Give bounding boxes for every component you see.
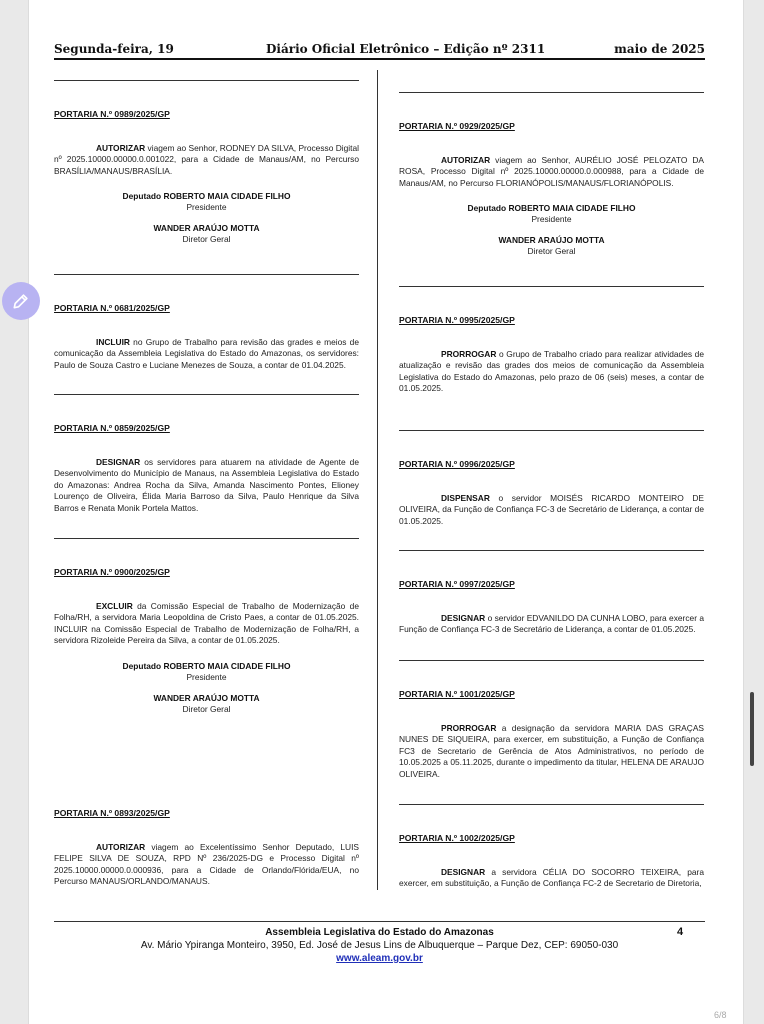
pencil-icon <box>11 291 31 311</box>
document-page <box>28 0 744 1024</box>
edit-annotate-button[interactable] <box>2 282 40 320</box>
action-verb: DESIGNAR <box>96 457 141 467</box>
page-indicator: 6/8 <box>714 1010 727 1020</box>
portaria-text: da Comissão Especial de Trabalho de Modernização de Folha/RH, a servidora Maria Leopoldina de Cristo Paes, a contar de 01.05.2025. INCLUIR na Comissão Especial de Trabalho de Modernização de Folha/RH, a servidora Rizoleide Pereira da Silva, a contar de 01.05.2025. <box>54 601 359 646</box>
portaria-title: PORTARIA N.º 0681/2025/GP <box>54 303 170 313</box>
portaria-section <box>54 274 359 371</box>
action-verb: DISPENSAR <box>441 493 490 503</box>
signer-role: Presidente <box>531 214 572 225</box>
header-date-left: Segunda-feira, 19 <box>54 42 174 56</box>
portaria-text: a servidora CÉLIA DO SOCORRO TEIXEIRA, para exercer, em substituição, a Função de Confiança FC-2 de Secretario de Diretoria, <box>399 867 704 889</box>
signer-role: Presidente <box>186 671 227 682</box>
signer-role: Diretor Geral <box>182 234 231 245</box>
portaria-section <box>54 538 359 715</box>
portaria-text: viagem ao Excelentíssimo Senhor Deputado, LUIS FELIPE SILVA DE SOUZA, RPD Nº 236/2025-DG e Processo Digital nº 2025.10000.00000.0.000936, para a Cidade de Orlando/Flórida/EUA, no Percurso MANAUS/ORLANDO/MANAUS. <box>54 842 359 887</box>
section-rule <box>399 286 704 287</box>
portaria-text: o servidor EDVANILDO DA CUNHA LOBO, para exercer a Função de Confiança FC-3 de Secretário de Liderança, a contar de 01.05.2025. <box>399 613 704 635</box>
portaria-title: PORTARIA N.º 0893/2025/GP <box>54 808 170 818</box>
footer-rule <box>54 921 705 922</box>
action-verb: AUTORIZAR <box>96 842 146 852</box>
portaria-section <box>54 80 359 245</box>
action-verb: DESIGNAR <box>441 867 486 877</box>
signer-name: WANDER ARAÚJO MOTTA <box>153 692 260 703</box>
portaria-title: PORTARIA N.º 0997/2025/GP <box>399 579 515 589</box>
portaria-title: PORTARIA N.º 0900/2025/GP <box>54 567 170 577</box>
footer-organization: Assembleia Legislativa do Estado do Amazonas <box>265 927 494 938</box>
signer-name: WANDER ARAÚJO MOTTA <box>498 235 605 246</box>
portaria-body <box>54 601 359 647</box>
footer-website-link[interactable]: www.aleam.gov.br <box>336 953 423 964</box>
portaria-section <box>399 804 704 890</box>
signer-role: Presidente <box>186 202 227 213</box>
portaria-body <box>399 493 704 527</box>
portaria-text: viagem ao Senhor, AURÉLIO JOSÉ PELOZATO DA ROSA, Processo Digital nº 2025.10000.00000.0.000988, para a Cidade de Manaus/AM, no Percurso FLORIANÓPOLIS/MANAUS/FLORIANÓPOLIS. <box>399 155 704 188</box>
header-date-right: maio de 2025 <box>614 42 705 56</box>
signer-role: Diretor Geral <box>182 703 231 714</box>
portaria-section <box>399 660 704 780</box>
column-divider <box>377 70 378 890</box>
page-number: 4 <box>677 926 684 938</box>
portaria-title: PORTARIA N.º 0859/2025/GP <box>54 423 170 433</box>
page-footer <box>54 926 705 965</box>
action-verb: PRORROGAR <box>441 723 497 733</box>
portaria-body <box>54 143 359 177</box>
section-rule <box>399 92 704 93</box>
signer-name: WANDER ARAÚJO MOTTA <box>153 223 260 234</box>
action-verb: AUTORIZAR <box>96 143 146 153</box>
portaria-text: a designação da servidora MARIA DAS GRAÇAS NUNES DE SIQUEIRA, para exercer, em substituição, a Função de Confiança FC3 de Secretario de Gerência de Atos Administrativos, no período de 10.05.2025 a 05.11.2025, durante o impedimento da titular, HELENA DE ARAUJO OLIVEIRA. <box>399 723 704 779</box>
portaria-text: no Grupo de Trabalho para revisão das grades e meios de comunicação da Assembleia Legislativa do Estado do Amazonas, os servidores: Paulo de Souza Castro e Luciane Menezes de Souza, a contar de 01.04.2025. <box>54 337 359 370</box>
action-verb: DESIGNAR <box>441 613 486 623</box>
footer-address: Av. Mário Ypiranga Monteiro, 3950, Ed. José de Jesus Lins de Albuquerque – Parque Dez, CEP: 69050-030 <box>140 940 619 951</box>
portaria-title: PORTARIA N.º 1001/2025/GP <box>399 689 515 699</box>
portaria-title: PORTARIA N.º 1002/2025/GP <box>399 833 515 843</box>
signer-name: Deputado ROBERTO MAIA CIDADE FILHO <box>122 191 291 202</box>
section-rule <box>54 394 359 395</box>
portaria-title: PORTARIA N.º 0995/2025/GP <box>399 315 515 325</box>
header-rule <box>54 58 705 60</box>
signature-block <box>54 693 359 715</box>
portaria-section <box>54 394 359 514</box>
portaria-body <box>54 457 359 514</box>
signature-block <box>399 203 704 225</box>
section-rule <box>399 550 704 551</box>
signer-role: Diretor Geral <box>527 246 576 257</box>
portaria-body <box>399 723 704 780</box>
portaria-section <box>399 430 704 527</box>
section-rule <box>54 538 359 539</box>
portaria-body <box>399 613 704 636</box>
portaria-section <box>399 550 704 636</box>
section-rule <box>54 80 359 81</box>
signer-name: Deputado ROBERTO MAIA CIDADE FILHO <box>467 203 636 214</box>
portaria-text: o Grupo de Trabalho criado para realizar atividades de atualização e revisão das grades dos meios de comunicação da Assembleia Legislativa do Estado do Amazonas, pelo prazo de 06 (seis) meses, a contar de 01.05.2025. <box>399 349 704 394</box>
portaria-title: PORTARIA N.º 0929/2025/GP <box>399 121 515 131</box>
signature-block <box>54 661 359 683</box>
vertical-scrollbar[interactable] <box>750 692 754 766</box>
section-rule <box>54 274 359 275</box>
portaria-title: PORTARIA N.º 0989/2025/GP <box>54 109 170 119</box>
header-edition: Diário Oficial Eletrônico – Edição nº 2311 <box>266 42 546 56</box>
signature-block <box>399 235 704 257</box>
signature-block <box>54 191 359 213</box>
portaria-title: PORTARIA N.º 0996/2025/GP <box>399 459 515 469</box>
section-rule <box>399 660 704 661</box>
portaria-body <box>54 337 359 371</box>
portaria-section <box>54 780 359 888</box>
portaria-body <box>399 867 704 890</box>
action-verb: AUTORIZAR <box>441 155 491 165</box>
portaria-section <box>399 286 704 395</box>
portaria-body <box>399 349 704 395</box>
action-verb: INCLUIR <box>96 337 130 347</box>
section-rule <box>399 804 704 805</box>
portaria-body <box>54 842 359 888</box>
action-verb: EXCLUIR <box>96 601 133 611</box>
portaria-text: viagem ao Senhor, RODNEY DA SILVA, Processo Digital nº 2025.10000.00000.0.001022, para a Cidade de Manaus/AM, no Percurso BRASÍLIA/MANAUS/BRASÍLIA. <box>54 143 359 176</box>
portaria-text: os servidores para atuarem na atividade de Agente de Desenvolvimento do Município de Manaus, na Assembleia Legislativa do Estado do Amazonas: Andrea Rocha da Silva, Amanda Nascimento Pontes, Elioney Lourenço de Oliveira, Élida Maria Barroso da Silva, Paulo Henrique da Silva Barros e Renata Monik Portela Mattos. <box>54 457 359 513</box>
portaria-body <box>399 155 704 189</box>
signer-name: Deputado ROBERTO MAIA CIDADE FILHO <box>122 660 291 671</box>
portaria-text: o servidor MOISÉS RICARDO MONTEIRO DE OLIVEIRA, da Função de Confiança FC-3 de Secretário de Liderança, a contar de 01.05.2025. <box>399 493 704 526</box>
section-rule <box>399 430 704 431</box>
signature-block <box>54 223 359 245</box>
action-verb: PRORROGAR <box>441 349 497 359</box>
portaria-section <box>399 92 704 257</box>
